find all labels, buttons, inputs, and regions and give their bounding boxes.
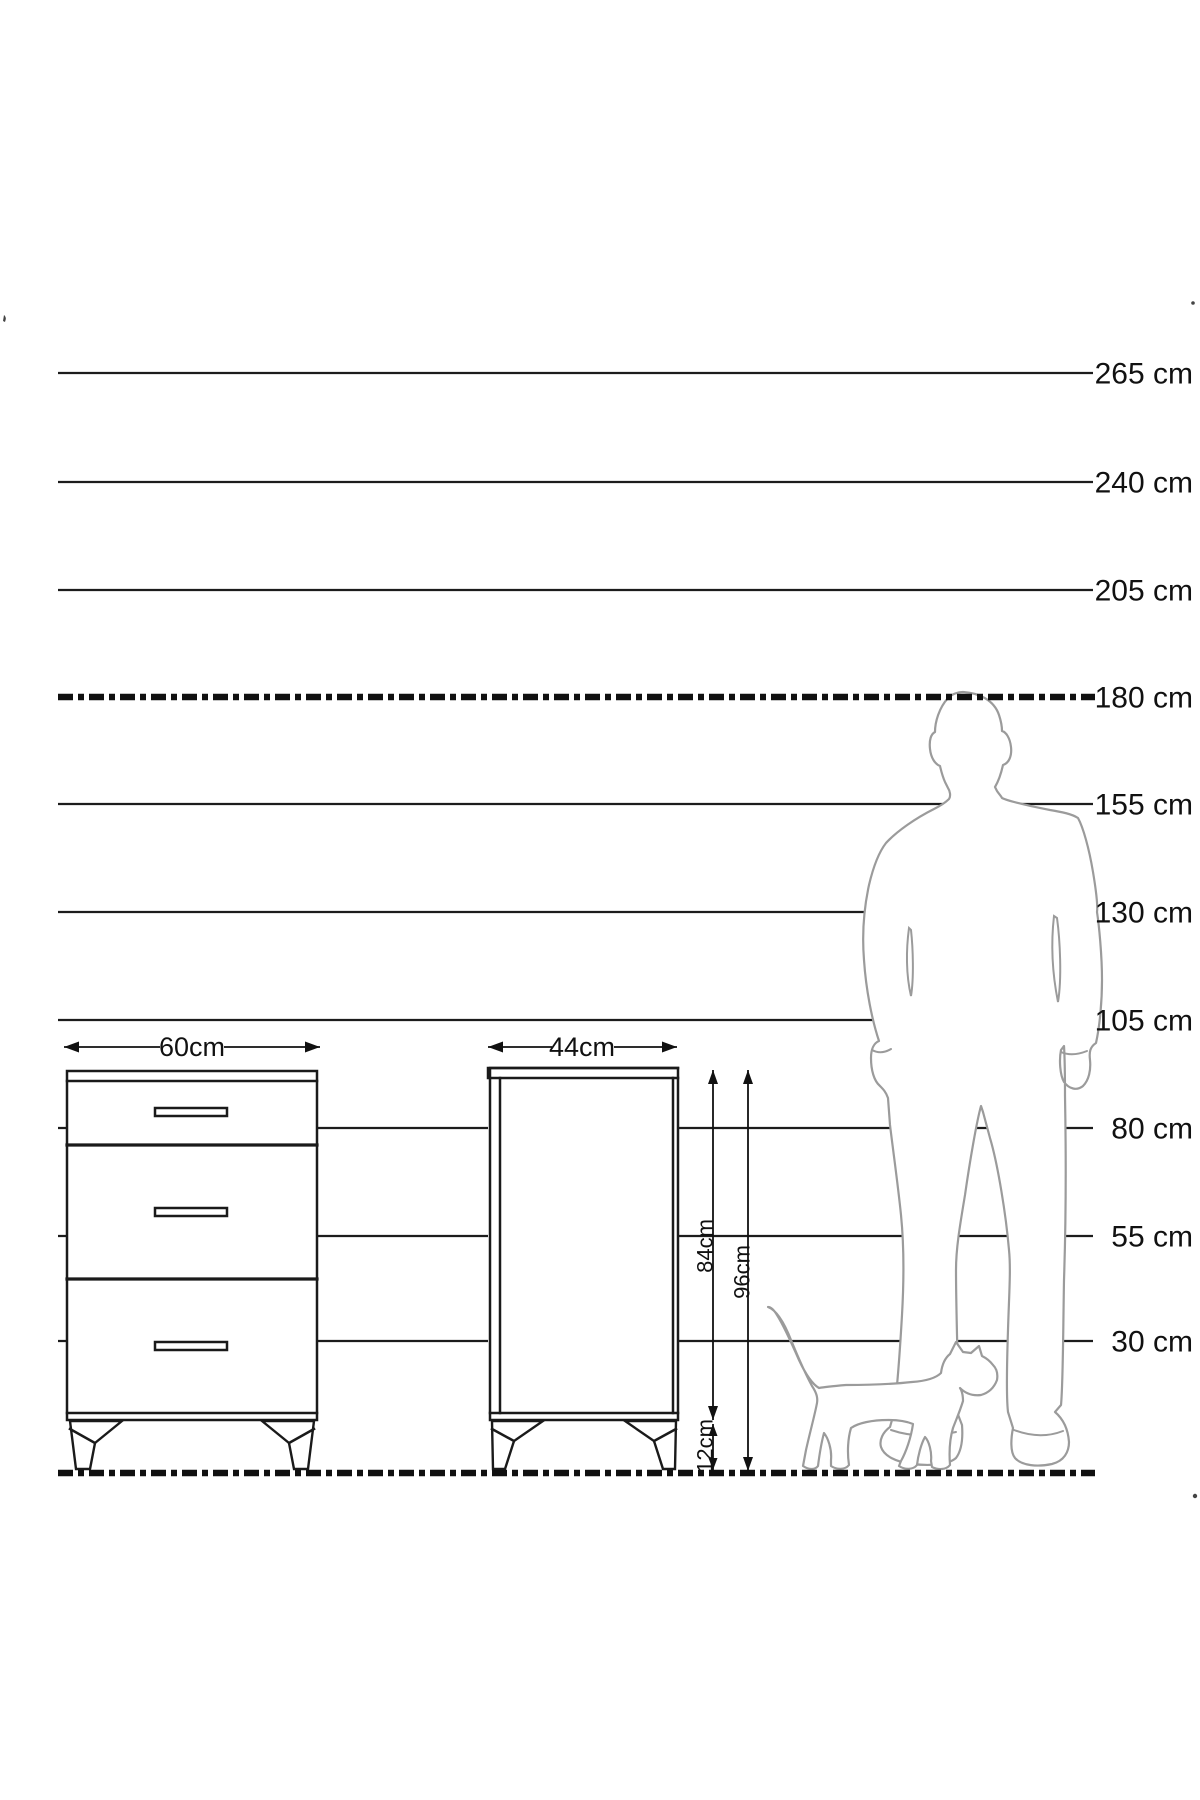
artifact-speck-top-right — [1191, 301, 1195, 305]
scale-label-155: 155 cm — [1094, 788, 1193, 822]
scale-label-30: 30 cm — [1111, 1325, 1193, 1359]
scale-labels — [1095, 358, 1193, 1359]
chest-leg-right — [262, 1421, 314, 1469]
cabinet-leg-left — [492, 1421, 543, 1469]
leg-height-label: 12cm — [692, 1419, 718, 1473]
chest-body-fill — [67, 1071, 317, 1420]
height-dimension-total — [730, 1070, 755, 1471]
side-width-label: 44cm — [548, 1032, 616, 1062]
width-dimension-side — [488, 1032, 677, 1062]
chest-front-view — [67, 1071, 317, 1469]
man-outline — [863, 692, 1102, 1466]
total-height-arrow-bottom — [743, 1457, 753, 1471]
height-dimension-body — [693, 1070, 719, 1420]
front-width-arrow-left — [64, 1042, 79, 1053]
cabinet-side-view — [488, 1068, 678, 1469]
height-dimension-legs — [693, 1419, 718, 1473]
scale-label-265: 265 cm — [1094, 357, 1193, 391]
front-width-arrow-right — [305, 1042, 320, 1053]
total-height-label: 96cm — [729, 1245, 755, 1299]
scale-label-55: 55 cm — [1111, 1220, 1193, 1254]
side-width-arrow-right — [662, 1042, 677, 1053]
total-height-arrow-top — [743, 1070, 753, 1084]
man-silhouette — [863, 692, 1102, 1466]
body-height-arrow-top — [708, 1070, 718, 1084]
scale-label-105: 105 cm — [1094, 1004, 1193, 1038]
body-height-arrow-bottom — [708, 1406, 718, 1420]
artifact-speck-top-left — [3, 315, 6, 322]
scale-label-240: 240 cm — [1094, 466, 1193, 500]
side-width-arrow-left — [488, 1042, 503, 1053]
width-dimension-front — [64, 1032, 320, 1062]
front-width-label: 60cm — [158, 1032, 226, 1062]
cabinet-leg-right — [625, 1421, 676, 1469]
scale-label-205: 205 cm — [1094, 574, 1193, 608]
scale-label-180: 180 cm — [1094, 681, 1193, 715]
chest-leg-left — [70, 1421, 122, 1469]
cabinet-body-fill — [488, 1068, 678, 1420]
scale-label-130: 130 cm — [1094, 896, 1193, 930]
artifact-speck-bottom-right — [1193, 1494, 1197, 1498]
scale-label-80: 80 cm — [1111, 1112, 1193, 1146]
body-height-label: 84cm — [692, 1219, 718, 1273]
